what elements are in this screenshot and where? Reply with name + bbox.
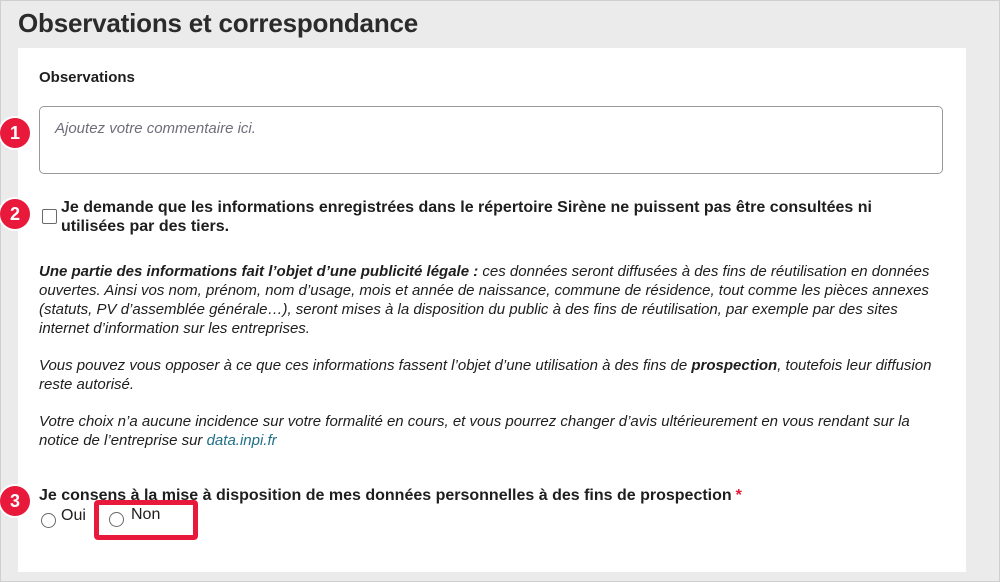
info-paragraph-legal-lead: Une partie des informations fait l’objet d’une publicité légale : <box>39 263 479 280</box>
consent-radio-oui[interactable] <box>41 513 56 528</box>
required-asterisk: * <box>735 487 742 504</box>
section-title: Observations et correspondance <box>18 8 419 38</box>
consent-option-non-label[interactable]: Non <box>131 506 161 523</box>
non-option-highlight <box>94 500 198 540</box>
info-p2-bold: prospection <box>691 357 778 374</box>
data-inpi-link[interactable]: data.inpi.fr <box>206 432 277 449</box>
info-p2-end: , toutefois leur diffusion reste autorisé. <box>39 357 932 393</box>
sirene-opt-out-label[interactable]: Je demande que les informations enregistrées dans le répertoire Sirène ne puissent pas être consultées ni utilisées par des tiers. <box>61 199 872 235</box>
consent-label: Je consens à la mise à disposition de mes données personnelles à des fins de prospection <box>39 487 732 504</box>
step-marker-2: 2 <box>0 199 30 229</box>
info-paragraph-legal-body: ces données seront diffusées à des fins de réutilisation en données ouvertes. Ainsi vos nom, prénom, nom d’usage, mois et année de naissance, commune de résidence, tout comme les pièces annexes (statuts, PV d’assemblée générale…), seront mises à la disposition du public à des fins de réutilisation, par exemple par des sites internet d’information sur les entreprises. <box>39 263 930 337</box>
consent-option-oui-label[interactable]: Oui <box>61 507 86 524</box>
step-marker-1: 1 <box>0 118 30 148</box>
observations-placeholder: Ajoutez votre commentaire ici. <box>55 120 256 137</box>
observations-textarea[interactable] <box>39 106 943 174</box>
info-paragraph-legal <box>39 262 949 338</box>
step-marker-3: 3 <box>0 486 30 516</box>
info-paragraph-prospection <box>39 356 949 394</box>
info-p2-start: Vous pouvez vous opposer à ce que ces informations fassent l’objet d’une utilisation à des fins de <box>39 357 692 374</box>
sirene-opt-out-checkbox[interactable] <box>42 209 57 224</box>
observations-label: Observations <box>39 69 135 86</box>
info-paragraph-choice <box>39 412 949 450</box>
info-p3-start: Votre choix n’a aucune incidence sur votre formalité en cours, et vous pourrez changer d’avis ultérieurement en vous rendant sur la notice de l’entreprise sur <box>39 413 910 449</box>
